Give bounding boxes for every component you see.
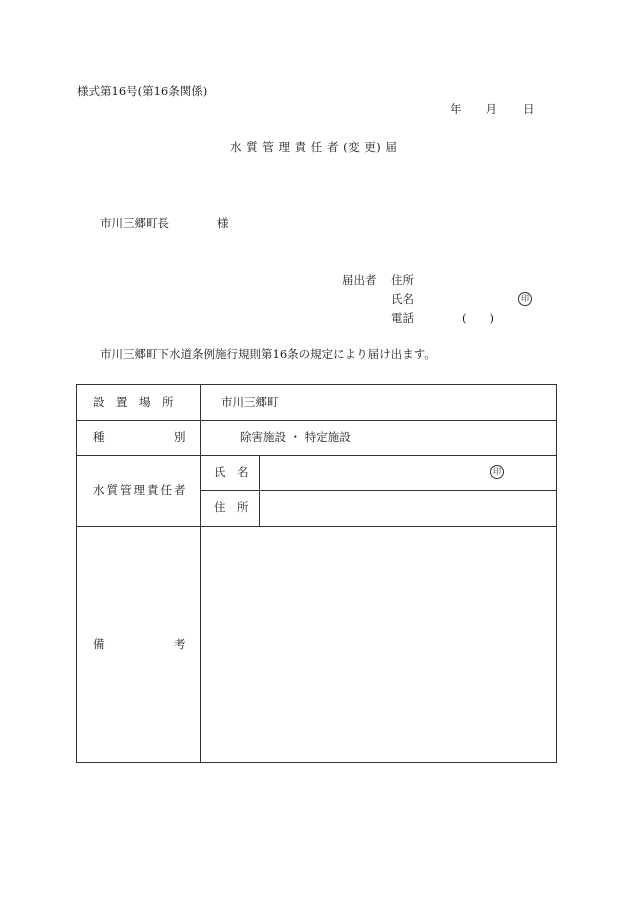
date-line [450, 104, 535, 116]
remarks-label-right: 考 [174, 637, 186, 651]
location-label: 設 置 場 所 [93, 395, 174, 409]
addressee [100, 218, 229, 230]
manager-name-field[interactable] [262, 461, 552, 485]
statement-text: 市川三郷町下水道条例施行規則第16条の規定により届け出ます。 [100, 347, 436, 361]
form-number: 様式第16号(第16条関係) [77, 84, 208, 98]
type-options-field[interactable]: 除害施設 ・ 特定施設 [240, 430, 351, 444]
column-divider [259, 455, 260, 526]
manager-address-label: 住 所 [214, 500, 249, 514]
applicant-seal-icon: 印 [518, 292, 532, 306]
phone-area-code-parens[interactable]: ( ) [462, 311, 494, 325]
row-divider [77, 420, 556, 421]
addressee-honorific: 様 [217, 216, 229, 230]
row-divider [77, 526, 556, 527]
manager-seal-icon: 印 [490, 465, 504, 479]
manager-address-field[interactable] [262, 496, 552, 520]
row-divider [77, 455, 556, 456]
addressee-name: 市川三郷町長 [100, 216, 169, 230]
applicant-label: 届出者 [342, 273, 377, 287]
applicant-phone-field[interactable]: 電話 [391, 311, 414, 325]
manager-label: 水質管理責任者 [93, 483, 188, 497]
manager-name-label: 氏 名 [214, 465, 249, 479]
day-field[interactable]: 日 [523, 102, 535, 116]
document-title: 水 質 管 理 責 任 者 (変 更) 届 [230, 140, 398, 154]
applicant-name-field[interactable]: 氏名 [391, 292, 414, 306]
remarks-field[interactable] [205, 531, 550, 757]
row-divider [201, 490, 556, 491]
type-label-right: 別 [174, 430, 186, 444]
month-field[interactable]: 月 [485, 102, 497, 116]
type-label-left: 種 [93, 430, 105, 444]
remarks-label-left: 備 [93, 637, 105, 651]
notification-table [76, 384, 557, 763]
applicant-address-field[interactable]: 住所 [391, 273, 414, 287]
column-divider [200, 385, 201, 763]
year-field[interactable]: 年 [450, 102, 462, 116]
location-value-field[interactable]: 市川三郷町 [221, 395, 279, 409]
